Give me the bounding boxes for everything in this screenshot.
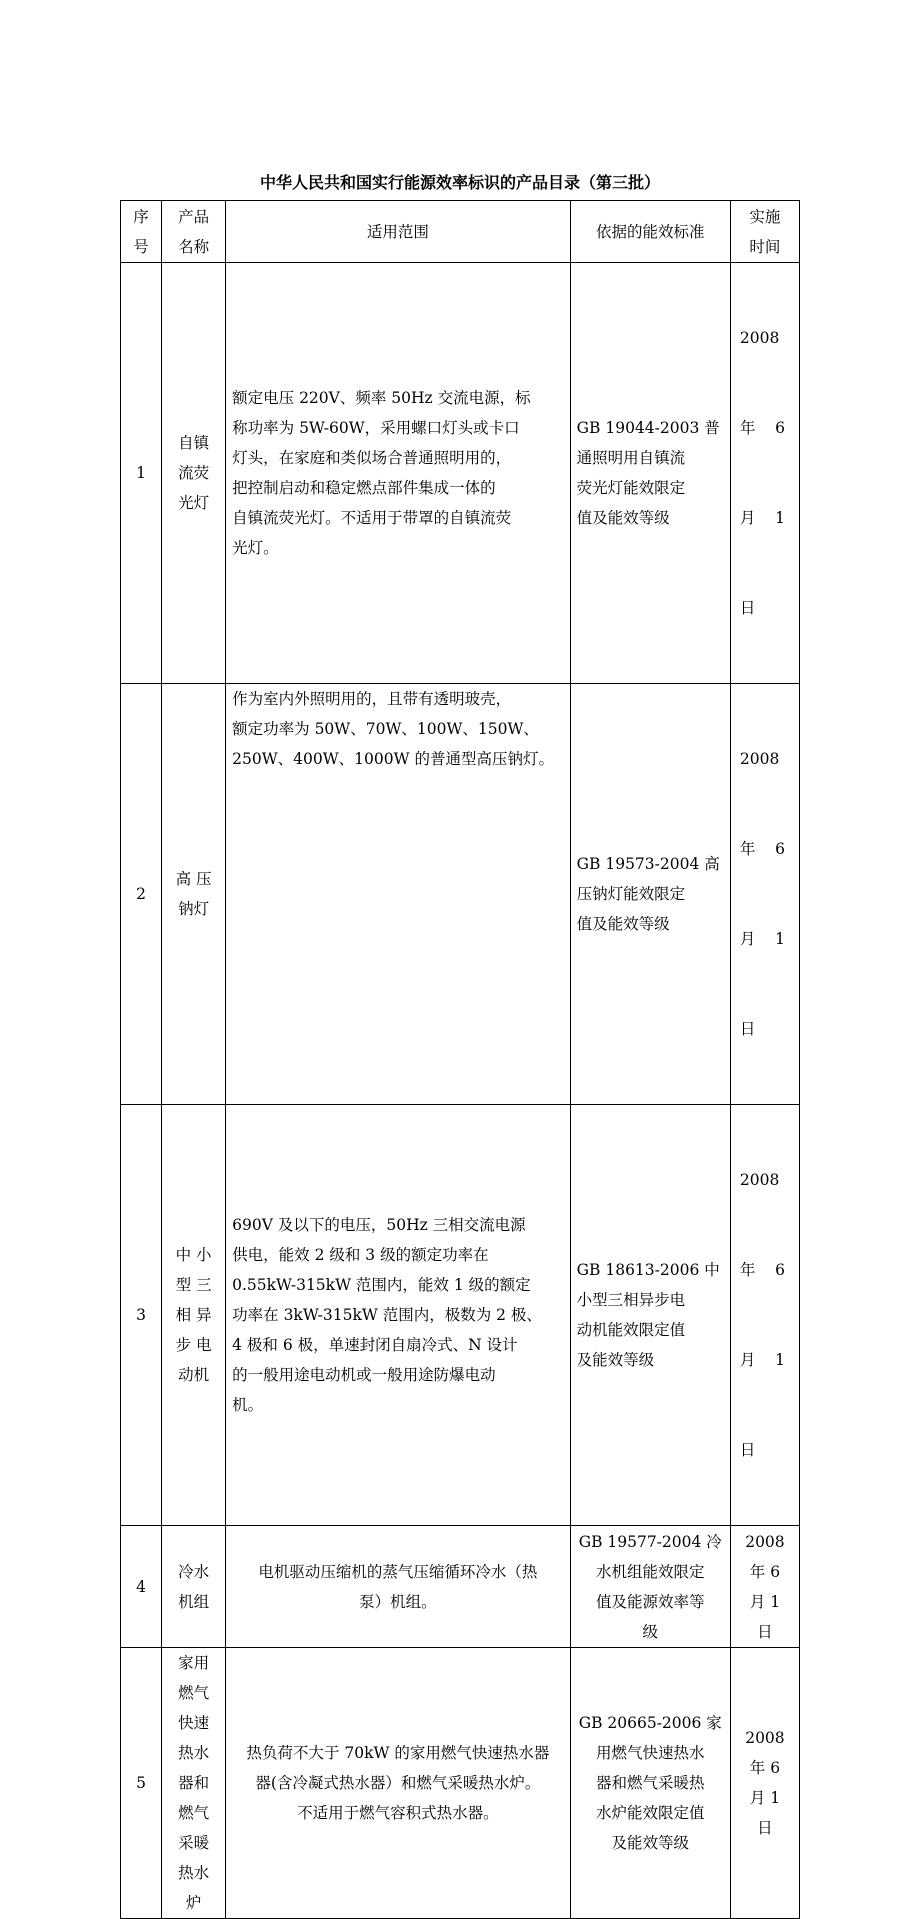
row-standard: GB 19577-2004 冷 水机组能效限定 值及能源效率等 级 — [570, 1526, 730, 1648]
row-scope: 额定电压 220V、频率 50Hz 交流电源，标 称功率为 5W-60W，采用螺口灯头或卡口 灯头，在家庭和类似场合普通照明用的， 把控制启动和稳定燃点部件集成一体的 自镇流荧光灯。不适用于带罩的自镇流荧 光灯。 — [226, 263, 571, 684]
row-standard: GB 19573-2004 高 压钠灯能效限定 值及能效等级 — [570, 684, 730, 1105]
table-row — [121, 1526, 800, 1648]
product-catalog-table — [120, 200, 800, 1919]
row-scope: 作为室内外照明用的，且带有透明玻壳， 额定功率为 50W、70W、100W、150W、 250W、400W、1000W 的普通型高压钠灯。 — [226, 684, 571, 1105]
row-standard: GB 18613-2006 中 小型三相异步电 动机能效限定值 及能效等级 — [570, 1105, 730, 1526]
table-row — [121, 684, 800, 1105]
row-scope: 电机驱动压缩机的蒸气压缩循环冷水（热 泵）机组。 — [226, 1526, 571, 1648]
table-row — [121, 1105, 800, 1526]
table-row — [121, 1648, 800, 1919]
row-date: 2008 年 6 月 1 日 — [730, 263, 799, 684]
header-date: 实施 时间 — [730, 201, 799, 263]
row-no: 2 — [121, 684, 162, 1105]
row-date: 2008 年 6 月 1 日 — [730, 1105, 799, 1526]
row-scope: 690V 及以下的电压，50Hz 三相交流电源 供电，能效 2 级和 3 级的额定功率在 0.55kW-315kW 范围内，能效 1 级的额定 功率在 3kW-315kW 范围内，极数为 2 极、 4 极和 6 极，单速封闭自扇冷式、N 设计 的一般用途电动机或一般用途防爆电动 机。 — [226, 1105, 571, 1526]
row-name: 中 小 型 三 相 异 步 电 动机 — [162, 1105, 226, 1526]
row-no: 4 — [121, 1526, 162, 1648]
row-scope: 热负荷不大于 70kW 的家用燃气快速热水器 器(含冷凝式热水器）和燃气采暖热水炉。 不适用于燃气容积式热水器。 — [226, 1648, 571, 1919]
row-standard: GB 20665-2006 家 用燃气快速热水 器和燃气采暖热 水炉能效限定值 及能效等级 — [570, 1648, 730, 1919]
header-no: 序 号 — [121, 201, 162, 263]
row-name: 家用 燃气 快速 热水 器和 燃气 采暖 热水 炉 — [162, 1648, 226, 1919]
page-title: 中华人民共和国实行能源效率标识的产品目录（第三批） — [259, 173, 660, 192]
row-no: 3 — [121, 1105, 162, 1526]
table-header-row — [121, 201, 800, 263]
row-standard: GB 19044-2003 普 通照明用自镇流 荧光灯能效限定 值及能效等级 — [570, 263, 730, 684]
row-date: 2008 年 6 月 1 日 — [730, 1526, 799, 1648]
row-name: 高 压 钠灯 — [162, 684, 226, 1105]
header-name: 产品 名称 — [162, 201, 226, 263]
header-scope: 适用范围 — [226, 201, 571, 263]
row-no: 1 — [121, 263, 162, 684]
row-name: 自镇 流荧 光灯 — [162, 263, 226, 684]
row-date: 2008 年 6 月 1 日 — [730, 684, 799, 1105]
row-date: 2008 年 6 月 1 日 — [730, 1648, 799, 1919]
row-no: 5 — [121, 1648, 162, 1919]
table-row — [121, 263, 800, 684]
row-name: 冷水 机组 — [162, 1526, 226, 1648]
header-standard: 依据的能效标准 — [570, 201, 730, 263]
